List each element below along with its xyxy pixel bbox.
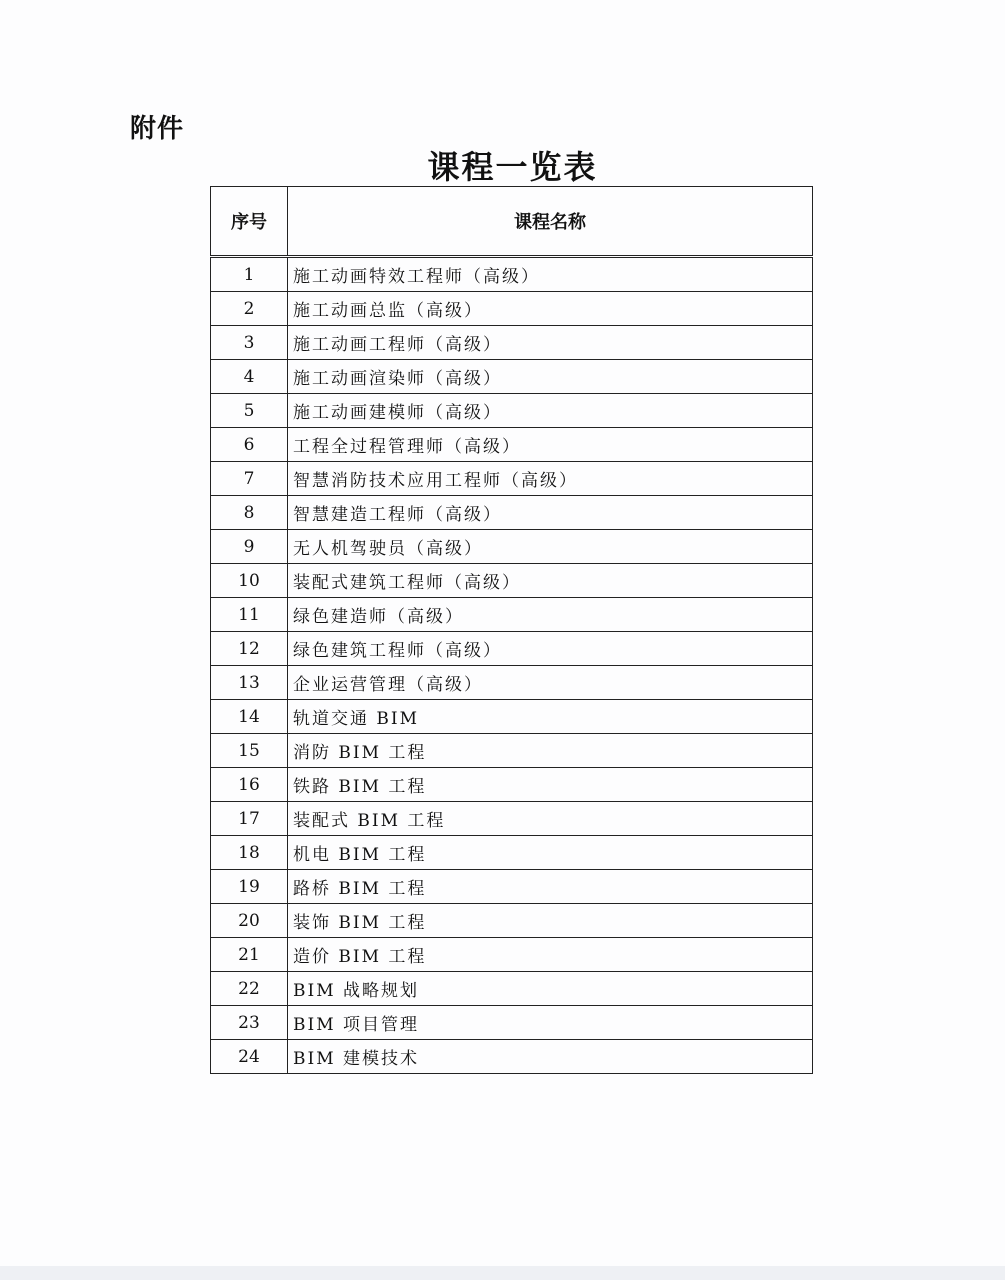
table-row: [211, 428, 813, 462]
table-row: [211, 360, 813, 394]
row-index: 4: [211, 360, 288, 394]
table-row: [211, 496, 813, 530]
table-row: [211, 700, 813, 734]
table-row: [211, 292, 813, 326]
table-row: [211, 1006, 813, 1040]
table-row: [211, 462, 813, 496]
course-name: 轨道交通 BIM: [288, 700, 813, 734]
row-index: 18: [211, 836, 288, 870]
course-name: BIM 建模技术: [288, 1040, 813, 1074]
course-name: 企业运营管理（高级）: [288, 666, 813, 700]
course-name: 路桥 BIM 工程: [288, 870, 813, 904]
table-row: [211, 938, 813, 972]
course-name: 机电 BIM 工程: [288, 836, 813, 870]
course-name: 施工动画总监（高级）: [288, 292, 813, 326]
row-index: 23: [211, 1006, 288, 1040]
course-name: 智慧建造工程师（高级）: [288, 496, 813, 530]
row-index: 6: [211, 428, 288, 462]
row-index: 11: [211, 598, 288, 632]
row-index: 20: [211, 904, 288, 938]
course-name: BIM 项目管理: [288, 1006, 813, 1040]
table-row: [211, 257, 813, 292]
course-name: 消防 BIM 工程: [288, 734, 813, 768]
page-title: 课程一览表: [427, 148, 598, 186]
table-row: [211, 904, 813, 938]
table-row: [211, 1040, 813, 1074]
course-name: 装饰 BIM 工程: [288, 904, 813, 938]
course-name: 绿色建造师（高级）: [288, 598, 813, 632]
table-row: [211, 734, 813, 768]
row-index: 13: [211, 666, 288, 700]
table-header-row: [211, 187, 813, 257]
header-index: 序号: [211, 187, 288, 257]
course-name: 绿色建筑工程师（高级）: [288, 632, 813, 666]
table-row: [211, 326, 813, 360]
course-name: 施工动画特效工程师（高级）: [288, 257, 813, 292]
course-name: 铁路 BIM 工程: [288, 768, 813, 802]
course-name: 施工动画渲染师（高级）: [288, 360, 813, 394]
header-course-name: 课程名称: [288, 187, 813, 257]
course-name: 工程全过程管理师（高级）: [288, 428, 813, 462]
table-row: [211, 870, 813, 904]
table-row: [211, 530, 813, 564]
course-name: 装配式建筑工程师（高级）: [288, 564, 813, 598]
table-row: [211, 666, 813, 700]
row-index: 9: [211, 530, 288, 564]
course-name: 智慧消防技术应用工程师（高级）: [288, 462, 813, 496]
row-index: 24: [211, 1040, 288, 1074]
course-name: BIM 战略规划: [288, 972, 813, 1006]
row-index: 21: [211, 938, 288, 972]
scan-edge: [0, 1266, 1005, 1280]
table-row: [211, 564, 813, 598]
attachment-label: 附件: [130, 114, 185, 144]
table-row: [211, 972, 813, 1006]
row-index: 22: [211, 972, 288, 1006]
course-name: 施工动画工程师（高级）: [288, 326, 813, 360]
row-index: 19: [211, 870, 288, 904]
table-row: [211, 836, 813, 870]
row-index: 15: [211, 734, 288, 768]
table-row: [211, 632, 813, 666]
course-name: 装配式 BIM 工程: [288, 802, 813, 836]
course-name: 施工动画建模师（高级）: [288, 394, 813, 428]
row-index: 7: [211, 462, 288, 496]
row-index: 10: [211, 564, 288, 598]
row-index: 17: [211, 802, 288, 836]
course-table: [210, 186, 813, 1074]
course-name: 无人机驾驶员（高级）: [288, 530, 813, 564]
table-row: [211, 768, 813, 802]
course-name: 造价 BIM 工程: [288, 938, 813, 972]
table-row: [211, 598, 813, 632]
row-index: 3: [211, 326, 288, 360]
row-index: 14: [211, 700, 288, 734]
row-index: 16: [211, 768, 288, 802]
row-index: 5: [211, 394, 288, 428]
table-row: [211, 394, 813, 428]
row-index: 8: [211, 496, 288, 530]
row-index: 2: [211, 292, 288, 326]
table-row: [211, 802, 813, 836]
row-index: 12: [211, 632, 288, 666]
table-body: [211, 257, 813, 1074]
row-index: 1: [211, 257, 288, 292]
